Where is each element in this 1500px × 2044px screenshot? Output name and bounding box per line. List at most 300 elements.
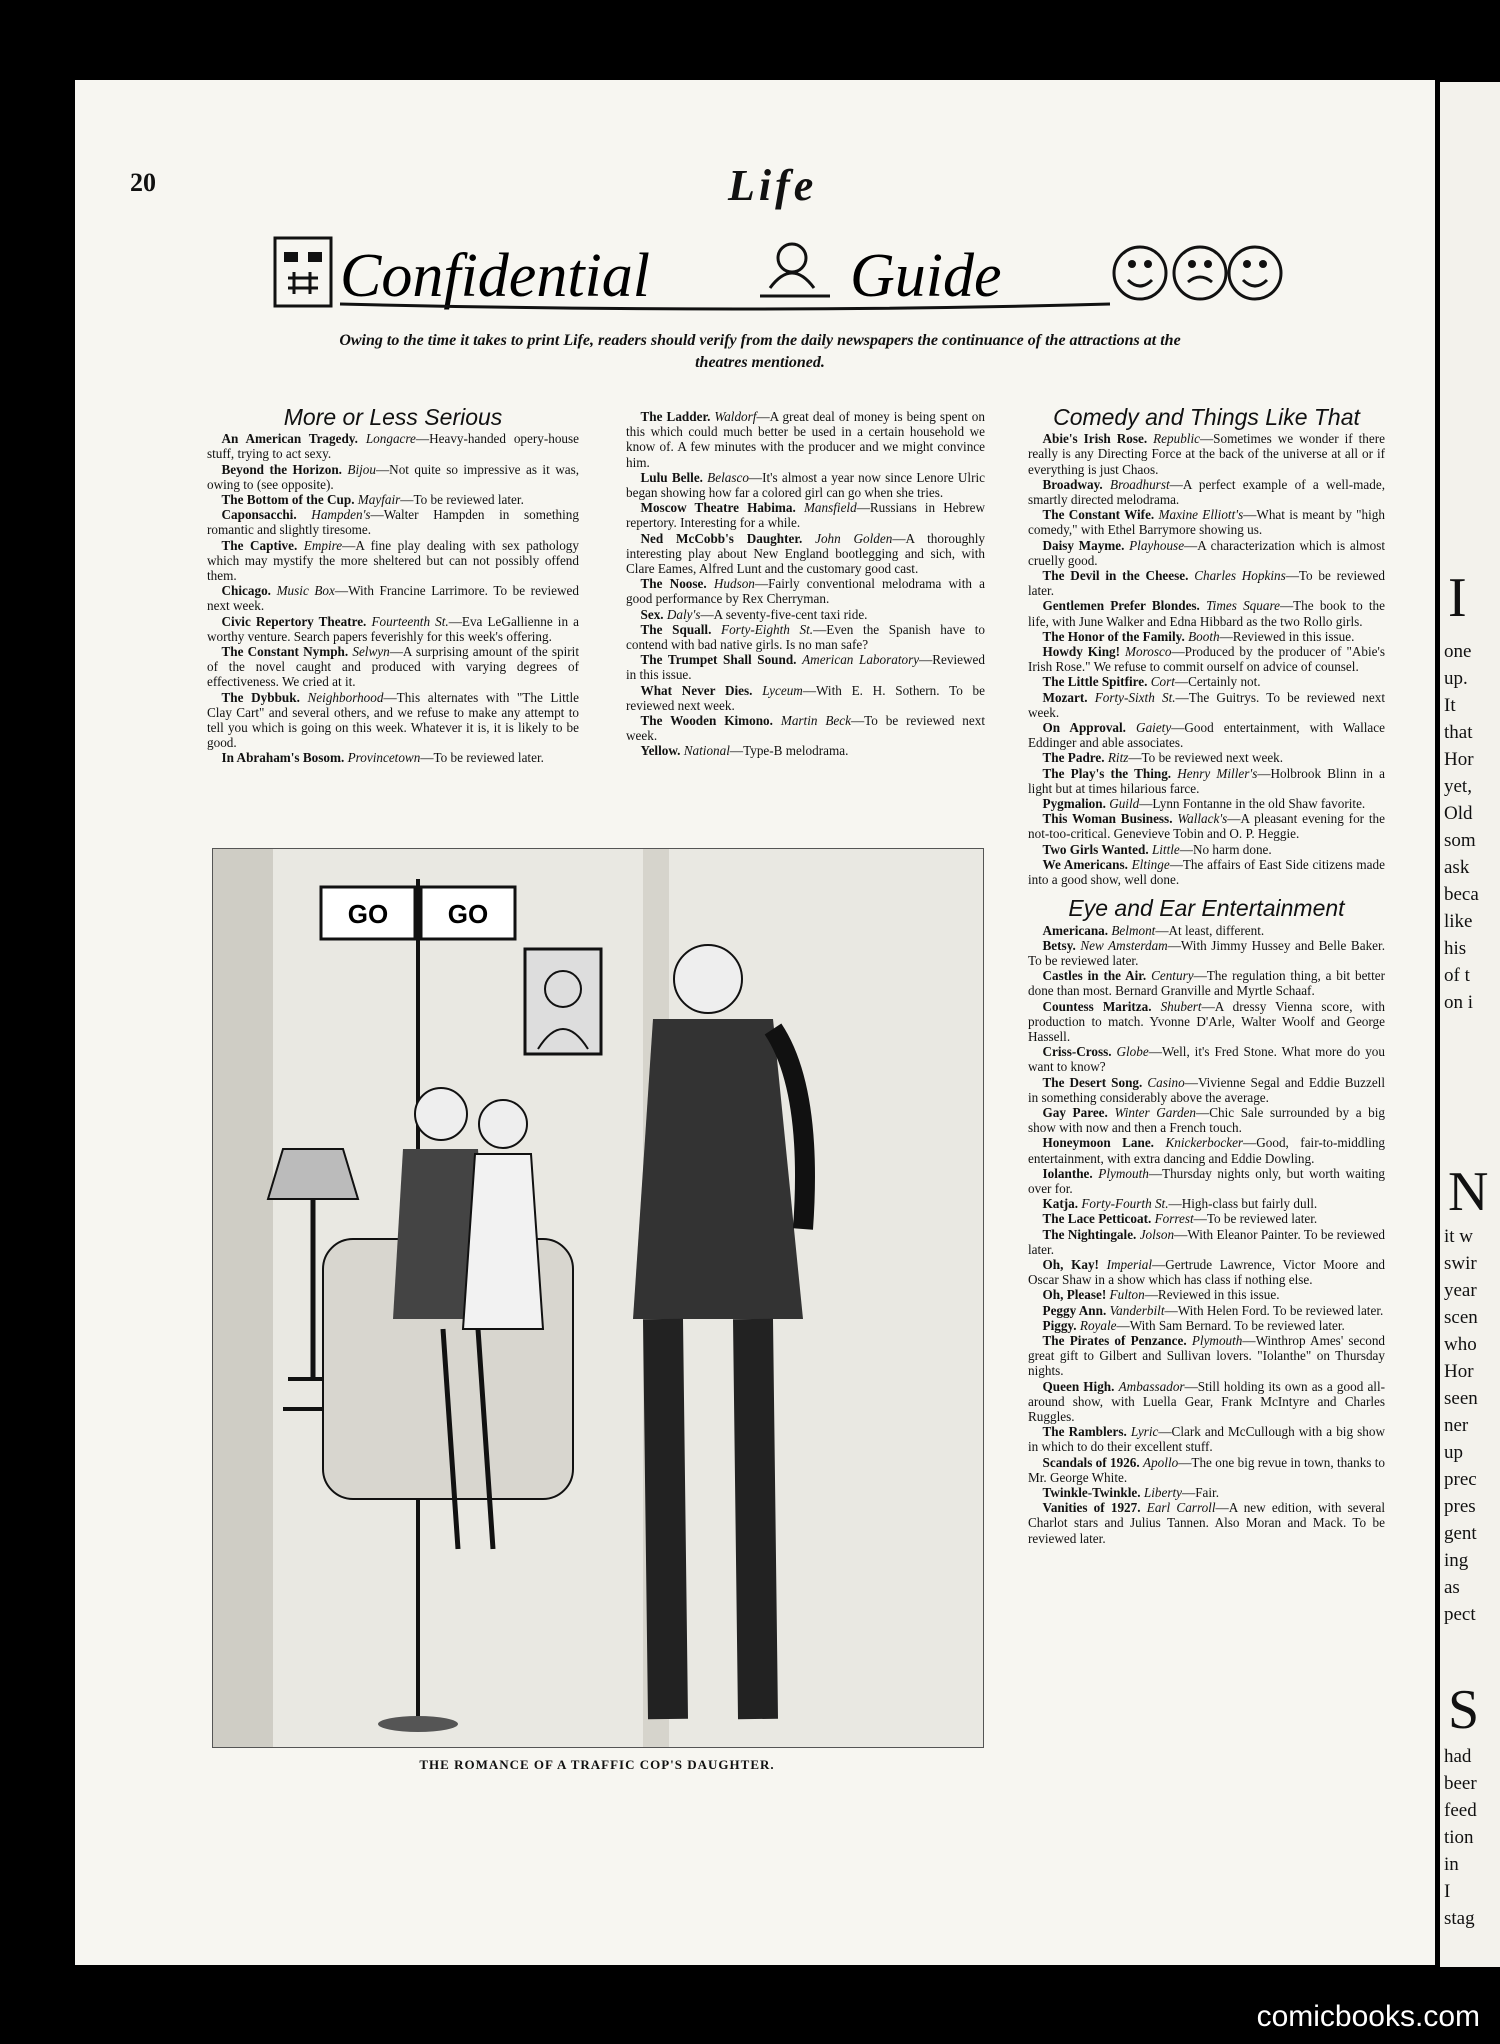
edge-text-fragment: in (1444, 1854, 1459, 1875)
listing-entry (1028, 1485, 1385, 1500)
theatre-name: Daly's (666, 606, 701, 622)
theatre-name: Plymouth (1098, 1165, 1149, 1181)
listing-entry (1028, 598, 1385, 628)
magazine-title: Life (728, 161, 818, 210)
theatre-name: Jolson (1139, 1226, 1175, 1242)
show-review: —Certainly not. (1174, 674, 1261, 690)
show-review: —Reviewed in this issue. (1219, 628, 1355, 644)
theatre-name: Plymouth (1191, 1332, 1243, 1348)
theatre-name: Forty-Fourth St. (1081, 1196, 1169, 1212)
show-title: Americana. (1042, 922, 1109, 938)
show-review: —A fine play dealing with sex pathology which may mystify the more sheltered but can not possibly offend them. (207, 537, 579, 584)
show-review: —Heavy-handed opery-house stuff, trying to act sexy. (207, 431, 580, 462)
edge-text-fragment: prec (1444, 1469, 1477, 1490)
show-title: The Padre. (1042, 750, 1105, 766)
edge-text-fragment: year (1444, 1280, 1477, 1301)
print-notice: Owing to the time it takes to print Life, readers should verify from the daily newspapers the continuance of the attractions at the theatres mentioned. (339, 332, 1181, 371)
theatre-name: Shubert (1160, 998, 1202, 1014)
show-title: Pygmalion. (1042, 796, 1106, 812)
listing-entry (1028, 1287, 1385, 1302)
show-review: —Produced by the producer of "Abie's Irish Rose." We refuse to commit ourself on advice of counsel. (1028, 644, 1386, 675)
theatre-name: Forrest (1154, 1211, 1194, 1227)
show-title: The Honor of the Family. (1042, 628, 1185, 644)
sign-left-text: GO (347, 899, 389, 929)
theatre-name: Maxine Elliott's (1158, 507, 1244, 523)
theatre-name: Belasco (707, 469, 749, 485)
listing-entry (626, 607, 985, 622)
show-title: Oh, Please! (1042, 1287, 1107, 1303)
show-review: —Well, it's Fred Stone. What more do you want to know? (1028, 1044, 1385, 1075)
theatre-name: Morosco (1125, 644, 1172, 660)
theatre-name: Booth (1188, 628, 1220, 644)
show-review: —Sometimes we wonder if there really is any Directing Force at the back of the universe at all or if everything is just Chaos. (1028, 431, 1385, 477)
show-review: —A seventy-five-cent taxi ride. (700, 606, 868, 622)
theatre-name: Lyric (1130, 1424, 1159, 1440)
show-review: —The affairs of East Side citizens made into a good show, well done. (1028, 856, 1385, 888)
show-review: —Good entertainment, with Wallace Eddinger and able associates. (1028, 720, 1385, 751)
listing-entry (1028, 842, 1385, 857)
show-review: —With Sam Bernard. To be reviewed later. (1116, 1317, 1345, 1333)
theatre-name: Fulton (1109, 1287, 1145, 1303)
show-title: Twinkle-Twinkle. (1042, 1485, 1141, 1501)
listing-entry (1028, 857, 1385, 887)
show-title: The Play's the Thing. (1042, 765, 1172, 781)
guide-banner (270, 218, 1285, 318)
listing-entry (1028, 674, 1385, 689)
theatre-name: Mansfield (803, 500, 857, 516)
listing-entry (626, 576, 985, 606)
show-review: —Holbrook Blinn in a light but at times hilarious farce. (1028, 765, 1386, 796)
edge-text-fragment: ask (1444, 857, 1470, 878)
banner-word-guide: Guide (850, 242, 1002, 310)
listing-entry (1028, 1500, 1385, 1546)
theatre-name: Belmont (1111, 922, 1156, 938)
show-title: Castles in the Air. (1042, 968, 1147, 984)
column-serious-continued (626, 409, 985, 759)
show-title: Gay Paree. (1042, 1104, 1108, 1120)
edge-text-fragment: as (1444, 1577, 1460, 1598)
theatre-name: Globe (1116, 1044, 1149, 1060)
edge-dropcap: N (1448, 1161, 1489, 1223)
section-heading: Eye and Ear Entertainment (1068, 895, 1345, 922)
show-title: The Dybbuk. (221, 689, 300, 705)
show-title: Yellow. (640, 743, 681, 759)
theatre-name: Apollo (1143, 1454, 1179, 1470)
edge-text-fragment: ing (1444, 1550, 1469, 1571)
show-review: —At least, different. (1155, 922, 1265, 938)
show-review: —A great deal of money is being spent on this which could much better be used in a certain household we know of. A few minutes with the producer and we might convince him. (626, 409, 985, 470)
column-serious (207, 404, 580, 766)
edge-text-fragment: feed (1444, 1800, 1477, 1821)
show-title: On Approval. (1042, 720, 1126, 736)
picture-frame (525, 949, 601, 1054)
listing-entry (1028, 1075, 1385, 1105)
show-review: —Clark and McCullough with a big show in which to do their excellent stuff. (1028, 1424, 1385, 1455)
listing-entry (1028, 507, 1385, 537)
listing-entry (207, 644, 579, 690)
show-title: An American Tragedy. (221, 431, 358, 447)
theatre-name: Playhouse (1129, 537, 1185, 553)
listing-entry (626, 652, 985, 682)
show-title: Scandals of 1926. (1042, 1454, 1140, 1470)
edge-text-fragment: gent (1444, 1523, 1477, 1544)
show-review: —To be reviewed later. (400, 492, 524, 508)
listing-entry (1028, 750, 1385, 765)
show-review: —Type-B melodrama. (729, 743, 849, 759)
theatre-name: Waldorf (714, 409, 757, 424)
theatre-name: Lyceum (762, 682, 803, 698)
show-review: —The one big revue in town, thanks to Mr. George White. (1028, 1454, 1386, 1485)
theatre-name: Little (1151, 841, 1180, 857)
edge-text-fragment: it w (1444, 1226, 1474, 1247)
adjacent-page-edge (1440, 82, 1500, 1967)
show-title: The Bottom of the Cup. (221, 492, 355, 508)
show-review: —The Guitrys. To be reviewed next week. (1028, 689, 1385, 720)
show-review: —It's almost a year now since Lenore Ulric began showing how far a colored girl can go when she tries. (626, 469, 985, 501)
show-review: —A surprising amount of the spirit of the novel caught and produced with varying degrees of effectiveness. We cried at it. (207, 644, 580, 690)
show-review: —Fairly conventional melodrama with a good performance by Rex Cherryman. (626, 576, 986, 607)
show-title: Broadway. (1042, 476, 1103, 492)
edge-text-fragment: pres (1444, 1496, 1476, 1517)
banner-word-confidential: Confidential (340, 242, 650, 310)
edge-text-fragment: that (1444, 722, 1473, 743)
show-review: —A thoroughly interesting play about New England bootlegging and sich, with Clare Eames, Alfred Lunt and the customary good cast. (626, 530, 986, 577)
show-title: The Devil in the Cheese. (1042, 568, 1189, 584)
theatre-name: Century (1151, 968, 1194, 984)
show-review: —With Francine Larrimore. To be reviewed next week. (207, 583, 580, 614)
edge-text-fragment: his (1444, 938, 1467, 959)
theatre-name: Eltinge (1131, 856, 1170, 872)
edge-dropcap: S (1448, 1679, 1480, 1741)
edge-text-fragment: Old (1444, 803, 1473, 824)
edge-text-fragment: up. (1444, 668, 1468, 689)
theatre-name: Martin Beck (780, 713, 851, 729)
theatre-name: Broadhurst (1110, 476, 1170, 492)
show-review: —To be reviewed later. (1028, 568, 1385, 599)
show-title: What Never Dies. (640, 682, 753, 698)
show-review: —A perfect example of a well-made, smartly directed melodrama. (1028, 476, 1386, 508)
illustration-caption: THE ROMANCE OF A TRAFFIC COP'S DAUGHTER. (419, 1757, 775, 1772)
listing-entry (207, 614, 579, 644)
show-review: —Not quite so impressive as it was, owing to (see opposite). (207, 461, 579, 492)
listing-group (207, 431, 579, 765)
show-review: —This alternates with "The Little Clay Cart" and several others, and we refuse to make any attempt to tell you which is going on this week. Whatever it is, it is likely to be good. (207, 689, 579, 751)
listing-entry (1028, 477, 1385, 507)
listing-entry (1028, 1424, 1385, 1454)
theatre-masks-icon (1114, 247, 1281, 299)
listing-entry (1028, 568, 1385, 598)
show-title: The Pirates of Penzance. (1042, 1332, 1187, 1348)
listing-entry (1028, 1135, 1385, 1165)
show-title: The Little Spitfire. (1042, 674, 1148, 690)
show-review: —Reviewed in this issue. (626, 652, 985, 683)
show-title: Piggy. (1042, 1317, 1077, 1333)
show-review: —With E. H. Sothern. To be reviewed next week. (626, 682, 986, 713)
page-number: 20 (130, 168, 156, 197)
listing-entry (1028, 1211, 1385, 1226)
jester-figure-icon (760, 244, 830, 296)
edge-text-fragment: of t (1444, 965, 1470, 986)
show-title: Daisy Mayme. (1042, 537, 1125, 553)
theatre-name: Henry Miller's (1177, 765, 1258, 781)
listing-entry (1028, 1166, 1385, 1196)
listing-entry (626, 622, 985, 652)
edge-dropcap: I (1448, 567, 1467, 629)
section-heading: Comedy and Things Like That (1053, 404, 1360, 430)
show-title: Civic Repertory Theatre. (221, 613, 367, 629)
theatre-name: John Golden (815, 530, 893, 546)
show-review: —The regulation thing, a bit better done than most. Bernard Granville and Myrtle Schaaf. (1028, 968, 1386, 999)
edge-text-fragment: It (1444, 695, 1456, 716)
show-title: The Nightingale. (1042, 1226, 1137, 1242)
curtain-left (213, 849, 273, 1747)
edge-text-fragment: Hor (1444, 1361, 1474, 1382)
edge-text-fragment: som (1444, 830, 1476, 851)
show-review: —To be reviewed later. (420, 750, 544, 766)
listing-entry (207, 507, 579, 537)
show-title: Peggy Ann. (1042, 1302, 1107, 1318)
show-title: Chicago. (221, 583, 271, 599)
theatre-name: Times Square (1206, 598, 1280, 614)
theatre-name: Hudson (713, 576, 755, 592)
listing-entry (1028, 690, 1385, 720)
show-title: The Noose. (640, 576, 707, 592)
show-review: —To be reviewed later. (1193, 1211, 1318, 1227)
show-title: Lulu Belle. (640, 469, 703, 485)
listing-entry (207, 538, 579, 584)
theatre-name: Liberty (1143, 1485, 1182, 1501)
theatre-name: Longacre (365, 431, 416, 447)
edge-text-fragment: tion (1444, 1827, 1474, 1848)
show-title: The Captive. (221, 537, 298, 553)
listing-entry (1028, 1257, 1385, 1287)
theatre-name: Provincetown (347, 750, 421, 766)
edge-text-fragment: swir (1444, 1253, 1477, 1274)
listing-entry (626, 531, 985, 577)
listing-entry (1028, 1105, 1385, 1135)
edge-text-fragment: pect (1444, 1604, 1476, 1625)
show-title: Iolanthe. (1042, 1165, 1093, 1181)
listing-entry (626, 470, 985, 500)
listing-entry (1028, 431, 1385, 477)
edge-text-fragment: yet, (1444, 776, 1472, 797)
theatre-name: Neighborhood (307, 689, 384, 705)
edge-text-fragment: who (1444, 1334, 1477, 1355)
show-title: Howdy King! (1042, 644, 1121, 660)
theatre-name: Earl Carroll (1146, 1500, 1216, 1516)
listing-entry (1028, 1303, 1385, 1318)
listing-entry (626, 713, 985, 743)
show-title: The Ladder. (640, 409, 711, 424)
show-review: —Thursday nights only, but worth waiting over for. (1028, 1165, 1386, 1196)
theatre-name: Forty-Sixth St. (1094, 689, 1176, 705)
listing-entry (1028, 1044, 1385, 1074)
show-title: The Squall. (640, 621, 712, 637)
show-title: Betsy. (1042, 937, 1076, 953)
listing-entry (1028, 644, 1385, 674)
show-title: The Constant Nymph. (221, 644, 349, 660)
theatre-name: Ambassador (1118, 1378, 1185, 1394)
edge-text-fragment: beer (1444, 1773, 1477, 1794)
edge-text-fragment: ner (1444, 1415, 1469, 1436)
sign-right-text: GO (447, 899, 489, 929)
listing-entry (207, 750, 579, 765)
theatre-name: Selwyn (352, 644, 390, 660)
theatre-name: Wallack's (1177, 811, 1228, 827)
theatre-name: Cort (1150, 674, 1175, 690)
theatre-name: Guild (1109, 796, 1140, 812)
listing-entry (207, 431, 579, 461)
theatre-name: Hampden's (311, 507, 371, 523)
theatre-name: Vanderbilt (1109, 1302, 1165, 1318)
listing-entry (207, 462, 579, 492)
listing-entry (1028, 1318, 1385, 1333)
show-review: —Fair. (1182, 1485, 1219, 1501)
edge-text-fragment: stag (1444, 1908, 1475, 1929)
theatre-name: American Laboratory (802, 652, 920, 668)
listing-entry (1028, 1196, 1385, 1211)
theatre-name: Empire (303, 537, 343, 553)
edge-text-fragment: one (1444, 641, 1472, 662)
show-title: Two Girls Wanted. (1042, 841, 1149, 857)
listing-entry (626, 409, 985, 470)
show-title: Countess Maritza. (1042, 998, 1152, 1014)
show-review: —A characterization which is almost cruelly good. (1028, 537, 1386, 568)
show-review: —A new edition, with several Charlot stars and Julius Tannen. Also Moran and Mack. To be reviewed later. (1028, 1500, 1386, 1546)
show-review: —Winthrop Ames' second great gift to Gilbert and Sullivan lovers. "Iolanthe" on Thursday nights. (1028, 1332, 1386, 1379)
watermark: comicbooks.com (1256, 2000, 1480, 2033)
show-review: —No harm done. (1179, 841, 1272, 857)
show-title: Gentlemen Prefer Blondes. (1042, 598, 1200, 614)
tiki-mask-icon (275, 238, 331, 306)
listing-entry (207, 690, 579, 751)
show-review: —A pleasant evening for the not-too-critical. Genevieve Tobin and O. P. Heggie. (1028, 811, 1385, 842)
show-review: —What is meant by "high comedy," with Ethel Barrymore showing us. (1028, 507, 1385, 538)
show-review: —Good, fair-to-middling entertainment, with extra dancing and Eddie Dowling. (1028, 1135, 1386, 1166)
show-title: Vanities of 1927. (1042, 1500, 1141, 1516)
edge-text-fragment: scen (1444, 1307, 1478, 1328)
show-review: —With Helen Ford. To be reviewed later. (1164, 1302, 1384, 1318)
listing-entry (1028, 629, 1385, 644)
show-title: Sex. (640, 606, 664, 622)
edge-text-fragment: beca (1444, 884, 1479, 905)
theatre-name: National (683, 743, 730, 759)
listing-entry (1028, 766, 1385, 796)
show-review: —Reviewed in this issue. (1144, 1287, 1280, 1303)
theatre-name: Charles Hopkins (1194, 568, 1286, 584)
show-review: —With Eleanor Painter. To be reviewed later. (1028, 1226, 1386, 1257)
show-review: —To be reviewed next week. (626, 713, 986, 744)
show-review: —Lynn Fontanne in the old Shaw favorite. (1139, 796, 1366, 812)
theatre-name: Winter Garden (1114, 1104, 1196, 1120)
show-title: The Wooden Kimono. (640, 713, 773, 729)
listing-entry (1028, 923, 1385, 938)
theatre-name: Bijou (347, 461, 376, 477)
edge-text-fragment: up (1444, 1442, 1463, 1463)
show-review: —Still holding its own as a good all-around show, with Luella Gear, Frank McIntyre and Charles Ruggles. (1028, 1378, 1386, 1424)
show-review: —A dressy Vienna score, with production to match. Yvonne D'Arle, Walter Woolf and George Hassell. (1028, 998, 1385, 1044)
show-review: —Eva LeGallienne in a worthy venture. Search papers feverishly for this week's offering. (207, 613, 579, 644)
listing-entry (1028, 1333, 1385, 1379)
listing-entry (1028, 1455, 1385, 1485)
show-title: We Americans. (1042, 856, 1128, 872)
edge-text-fragment: on i (1444, 992, 1474, 1013)
listing-group (1028, 431, 1385, 887)
show-title: Ned McCobb's Daughter. (640, 530, 803, 546)
listing-entry (626, 743, 985, 758)
theatre-name: Mayfair (357, 492, 401, 508)
theatre-name: Ritz (1107, 750, 1129, 766)
edge-text-fragment: had (1444, 1746, 1472, 1767)
theatre-name: Forty-Eighth St. (721, 621, 814, 637)
show-title: Katja. (1042, 1196, 1079, 1212)
show-review: —High-class but fairly dull. (1168, 1196, 1318, 1212)
listing-entry (1028, 938, 1385, 968)
listing-entry (1028, 1379, 1385, 1425)
theatre-name: Imperial (1106, 1256, 1153, 1272)
listing-entry (1028, 811, 1385, 841)
listing-entry (1028, 720, 1385, 750)
section-heading: More or Less Serious (283, 404, 503, 430)
listing-entry (626, 683, 985, 713)
show-title: The Trumpet Shall Sound. (640, 652, 797, 668)
show-title: This Woman Business. (1042, 811, 1173, 827)
show-review: —To be reviewed next week. (1128, 750, 1284, 766)
show-review: —Russians in Hebrew repertory. Interesting for a while. (626, 500, 985, 531)
theatre-name: Royale (1079, 1317, 1117, 1333)
show-review: —Walter Hampden in something romantic and slightly tiresome. (207, 507, 579, 538)
show-title: The Desert Song. (1042, 1074, 1143, 1090)
listing-entry (1028, 796, 1385, 811)
show-title: Mozart. (1042, 689, 1088, 705)
cartoon-illustration (212, 848, 984, 1748)
show-review: —Even the Spanish have to contend with bad native girls. Is no man safe? (626, 621, 985, 653)
show-title: The Ramblers. (1042, 1424, 1127, 1440)
listing-entry (207, 492, 579, 507)
column-comedy-and-eye (1028, 404, 1386, 1546)
show-title: The Constant Wife. (1042, 507, 1155, 523)
listing-group (1028, 923, 1385, 1546)
edge-text-fragment: like (1444, 911, 1473, 932)
show-review: —With Jimmy Hussey and Belle Baker. To be reviewed later. (1028, 937, 1385, 968)
show-review: —Vivienne Segal and Eddie Buzzell in something considerably above the average. (1028, 1074, 1385, 1105)
show-review: —Gertrude Lawrence, Victor Moore and Oscar Shaw in a show which has class if nothing else. (1028, 1256, 1386, 1288)
show-title: Beyond the Horizon. (221, 461, 342, 477)
listing-entry (1028, 538, 1385, 568)
listing-entry (207, 583, 579, 613)
show-title: Honeymoon Lane. (1042, 1135, 1154, 1151)
show-title: Criss-Cross. (1042, 1044, 1112, 1060)
listing-entry (1028, 999, 1385, 1045)
show-title: In Abraham's Bosom. (221, 750, 345, 766)
show-review: —The book to the life, with June Walker and Edna Hibbard as the two Rollo girls. (1028, 598, 1386, 629)
show-title: Caponsacchi. (221, 507, 297, 523)
theatre-name: Casino (1147, 1074, 1185, 1090)
show-title: Oh, Kay! (1042, 1256, 1099, 1272)
theatre-name: Gaiety (1136, 720, 1172, 736)
show-title: The Lace Petticoat. (1042, 1211, 1152, 1227)
edge-text-fragment: seen (1444, 1388, 1478, 1409)
theatre-name: Knickerbocker (1165, 1135, 1244, 1151)
listing-entry (1028, 968, 1385, 998)
theatre-name: Music Box (276, 583, 335, 599)
theatre-name: Fourteenth St. (371, 613, 449, 629)
edge-text-fragment: Hor (1444, 749, 1474, 770)
listing-entry (626, 500, 985, 530)
show-title: Queen High. (1042, 1378, 1115, 1394)
show-review: —Chic Sale surrounded by a big show with now and then a French touch. (1028, 1104, 1386, 1136)
show-title: Abie's Irish Rose. (1042, 431, 1148, 447)
